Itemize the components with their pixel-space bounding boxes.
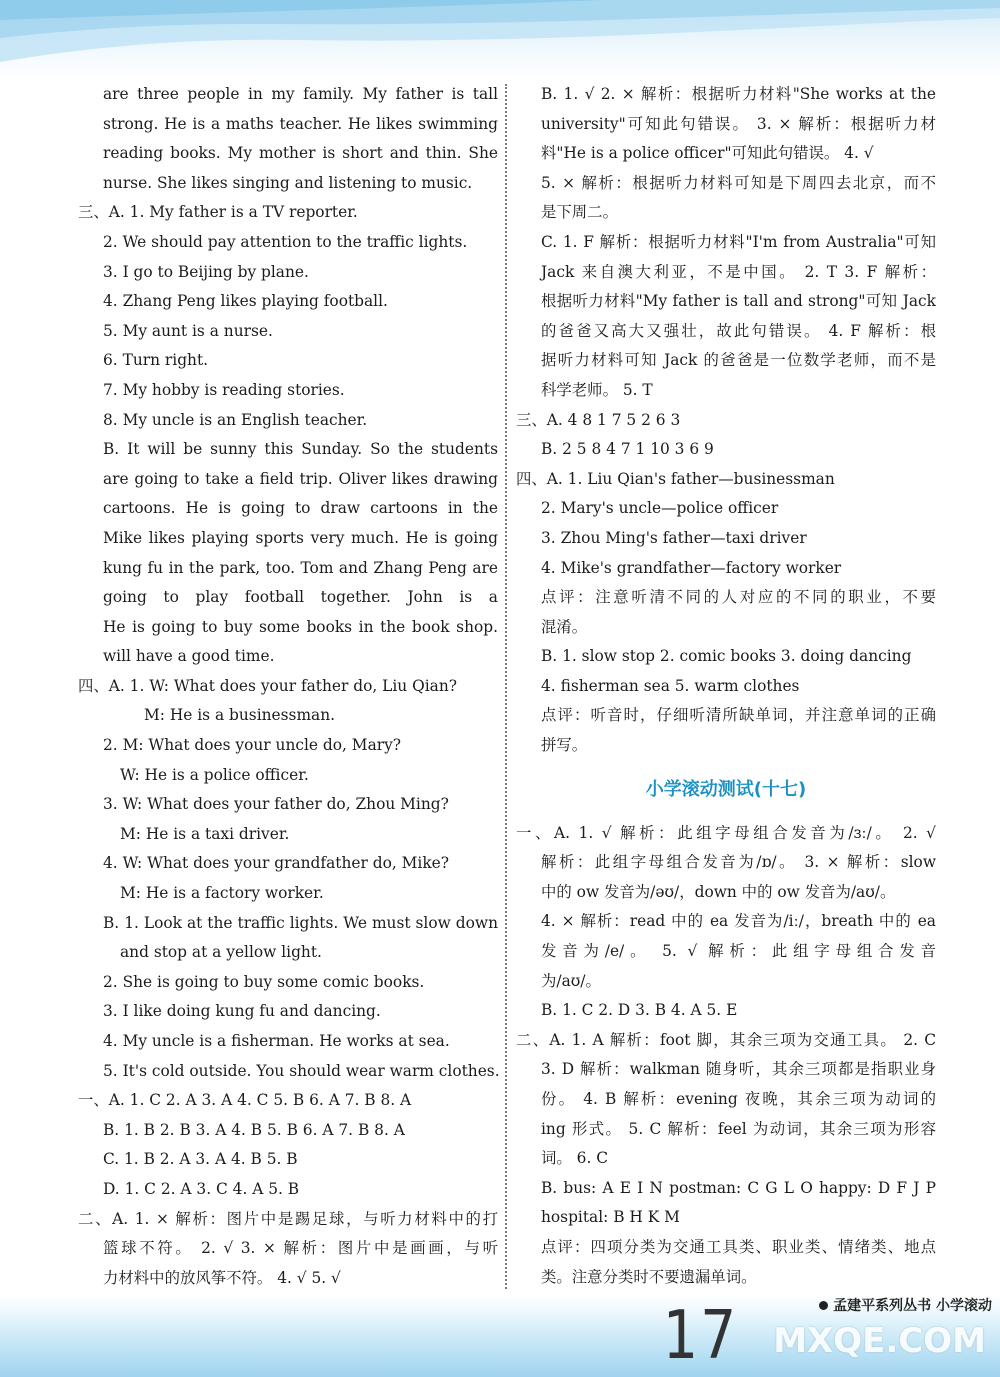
top-swoosh-decoration	[0, 0, 1000, 70]
answer-line: 四、A. 1. Liu Qian's father—businessman	[516, 469, 835, 488]
answer-line: reading books. My mother is short and thin. She	[103, 144, 498, 163]
right-column-test-answers	[516, 819, 936, 1293]
answer-line: kung fu in the park, too. Tom and Zhang Peng are	[103, 558, 498, 577]
answer-line: 发音为/e/。 5. √ 解析：此组字母组合发音	[541, 942, 936, 961]
answer-line: and stop at a yellow light.	[120, 943, 322, 962]
answer-line: 4. × 解析：read 中的 ea 发音为/iː/，breath 中的 ea	[541, 912, 936, 931]
answer-line: cartoons. He is going to draw cartoons in the	[103, 499, 498, 518]
answer-line: 三、A. 4 8 1 7 5 2 6 3	[516, 410, 681, 429]
answer-line: are going to take a field trip. Oliver likes drawing	[103, 469, 498, 488]
answer-line: 为/aʊ/。	[541, 971, 601, 990]
section-title: 小学滚动测试(十七)	[645, 778, 807, 800]
answer-line: He is going to buy some books in the book shop.	[103, 617, 498, 636]
answer-line: 二、A. 1. × 解析：图片中是踢足球，与听力材料中的打	[78, 1209, 498, 1228]
answer-line: 3. D 解析：walkman 随身听，其余三项都是指职业身	[541, 1060, 936, 1079]
answer-line: 力材料中的放风筝不符。 4. √ 5. √	[103, 1268, 341, 1287]
answer-line: 中的 ow 发音为/əʊ/，down 中的 ow 发音为/aʊ/。	[541, 882, 896, 901]
answer-line: 类。注意分类时不要遗漏单词。	[541, 1267, 757, 1286]
answer-line: university"可知此句错误。 3. × 解析：根据听力材	[541, 114, 936, 133]
answer-line: 点评：注意听清不同的人对应的不同的职业，不要	[541, 588, 936, 607]
left-column	[78, 80, 498, 1293]
answer-line: 料"He is a police officer"可知此句错误。 4. √	[541, 144, 874, 163]
page-number: 17	[662, 1295, 740, 1375]
answer-line: 6. Turn right.	[103, 351, 209, 370]
answer-line: are three people in my family. My father is tall	[103, 85, 498, 103]
answer-line: 4. Mike's grandfather—factory worker	[541, 558, 842, 577]
answer-line: 2. M: What does your uncle do, Mary?	[103, 736, 402, 755]
answer-line: 8. My uncle is an English teacher.	[103, 410, 368, 429]
answer-line: W: He is a police officer.	[120, 765, 309, 784]
answer-line: 一、A. 1. √ 解析：此组字母组合发音为/ɜː/。 2. √	[516, 823, 936, 842]
answer-line: B. 1. Look at the traffic lights. We must slow down	[103, 913, 498, 932]
bullet-dot-icon	[819, 1301, 828, 1310]
answer-line: 3. W: What does your father do, Zhou Ming?	[103, 795, 449, 814]
answer-line: B. bus: A E I N postman: C G L O happy: D F J P	[541, 1178, 936, 1197]
answer-line: strong. He is a maths teacher. He likes swimming	[103, 114, 498, 133]
answer-line: B. 1. C 2. D 3. B 4. A 5. E	[541, 1001, 738, 1020]
answer-line: going to play football together. John is a	[103, 588, 498, 607]
answer-line: 5. It's cold outside. You should wear warm clothes.	[103, 1061, 500, 1080]
answer-line: 混淆。	[541, 617, 588, 636]
answer-line: 5. My aunt is a nurse.	[103, 321, 273, 340]
answer-line: nurse. She likes singing and listening to music.	[103, 173, 473, 192]
right-column	[516, 80, 936, 1292]
answer-line: Mike likes playing sports very much. He is going	[103, 528, 498, 547]
answer-line: M: He is a taxi driver.	[120, 824, 290, 843]
answer-line: 一、A. 1. C 2. A 3. A 4. C 5. B 6. A 7. B 8. A	[78, 1091, 412, 1110]
answer-line: 3. Zhou Ming's father—taxi driver	[541, 528, 807, 547]
answer-line: 词。 6. C	[541, 1149, 609, 1168]
right-column-answers	[516, 80, 936, 761]
answer-line: 三、A. 1. My father is a TV reporter.	[78, 203, 358, 222]
answer-line: 科学老师。 5. T	[541, 380, 653, 399]
answer-line: 据听力材料可知 Jack 的爸爸是一位数学老师，而不是	[541, 351, 936, 370]
answer-line: D. 1. C 2. A 3. C 4. A 5. B	[103, 1179, 300, 1198]
answer-line: 5. × 解析：根据听力材料可知是下周四去北京，而不	[541, 173, 936, 192]
answer-line: B. 1. √ 2. × 解析：根据听力材料"She works at the	[541, 85, 936, 103]
column-divider	[505, 84, 507, 1289]
answer-line: M: He is a businessman.	[144, 706, 336, 725]
answer-line: B. 1. B 2. B 3. A 4. B 5. B 6. A 7. B 8. A	[103, 1120, 405, 1139]
answer-line: 3. I like doing kung fu and dancing.	[103, 1002, 381, 1021]
series-footer	[819, 1295, 992, 1315]
answer-line: 篮球不符。 2. √ 3. × 解析：图片中是画画，与听	[103, 1239, 498, 1258]
answer-line: C. 1. F 解析：根据听力材料"I'm from Australia"可知	[541, 232, 936, 251]
answer-line: 4. W: What does your grandfather do, Mike?	[103, 854, 450, 873]
answer-line: M: He is a factory worker.	[120, 884, 324, 903]
answer-line: 点评：四项分类为交通工具类、职业类、情绪类、地点	[541, 1237, 936, 1256]
answer-line: 7. My hobby is reading stories.	[103, 380, 345, 399]
answer-line: Jack 来自澳大利亚，不是中国。 2. T 3. F 解析：	[541, 262, 936, 281]
answer-line: B. 2 5 8 4 7 1 10 3 6 9	[541, 440, 714, 459]
answer-line: 四、A. 1. W: What does your father do, Liu Qian?	[78, 676, 457, 695]
answer-line: 根据听力材料"My father is tall and strong"可知 Jack	[541, 292, 936, 311]
answer-line: 的爸爸又高大又强壮，故此句错误。 4. F 解析：根	[541, 321, 936, 340]
answer-line: 解析：此组字母组合发音为/ɒ/。 3. × 解析：slow	[541, 853, 936, 872]
answer-line: B. 1. slow stop 2. comic books 3. doing dancing	[541, 647, 912, 666]
answer-line: 点评：听音时，仔细听清所缺单词，并注意单词的正确	[541, 706, 936, 725]
series-name: 孟建平系列丛书 小学滚动	[833, 1298, 992, 1314]
answer-line: C. 1. B 2. A 3. A 4. B 5. B	[103, 1150, 298, 1169]
answer-line: 4. My uncle is a fisherman. He works at sea.	[103, 1032, 450, 1050]
watermark: MXQE.COM	[773, 1321, 986, 1361]
answer-line: 拼写。	[541, 736, 588, 755]
answer-line: hospital: B H K M	[541, 1208, 680, 1227]
answer-line: will have a good time.	[103, 647, 275, 666]
answer-line: 二、A. 1. A 解析：foot 脚，其余三项为交通工具。 2. C	[516, 1030, 936, 1049]
answer-line: 是下周二。	[541, 203, 618, 222]
answer-line: 3. I go to Beijing by plane.	[103, 262, 309, 281]
answer-line: 4. fisherman sea 5. warm clothes	[541, 676, 800, 695]
answer-line: 份。 4. B 解析：evening 夜晚，其余三项为动词的	[541, 1090, 936, 1108]
answer-line: 2. Mary's uncle—police officer	[541, 499, 779, 518]
answer-line: 4. Zhang Peng likes playing football.	[103, 292, 388, 311]
answer-line: 2. She is going to buy some comic books.	[103, 972, 425, 991]
answer-line: B. It will be sunny this Sunday. So the students	[103, 440, 498, 459]
answer-line: ing 形式。 5. C 解析：feel 为动词，其余三项为形容	[541, 1119, 936, 1138]
answer-line: 2. We should pay attention to the traffic lights.	[103, 232, 468, 251]
